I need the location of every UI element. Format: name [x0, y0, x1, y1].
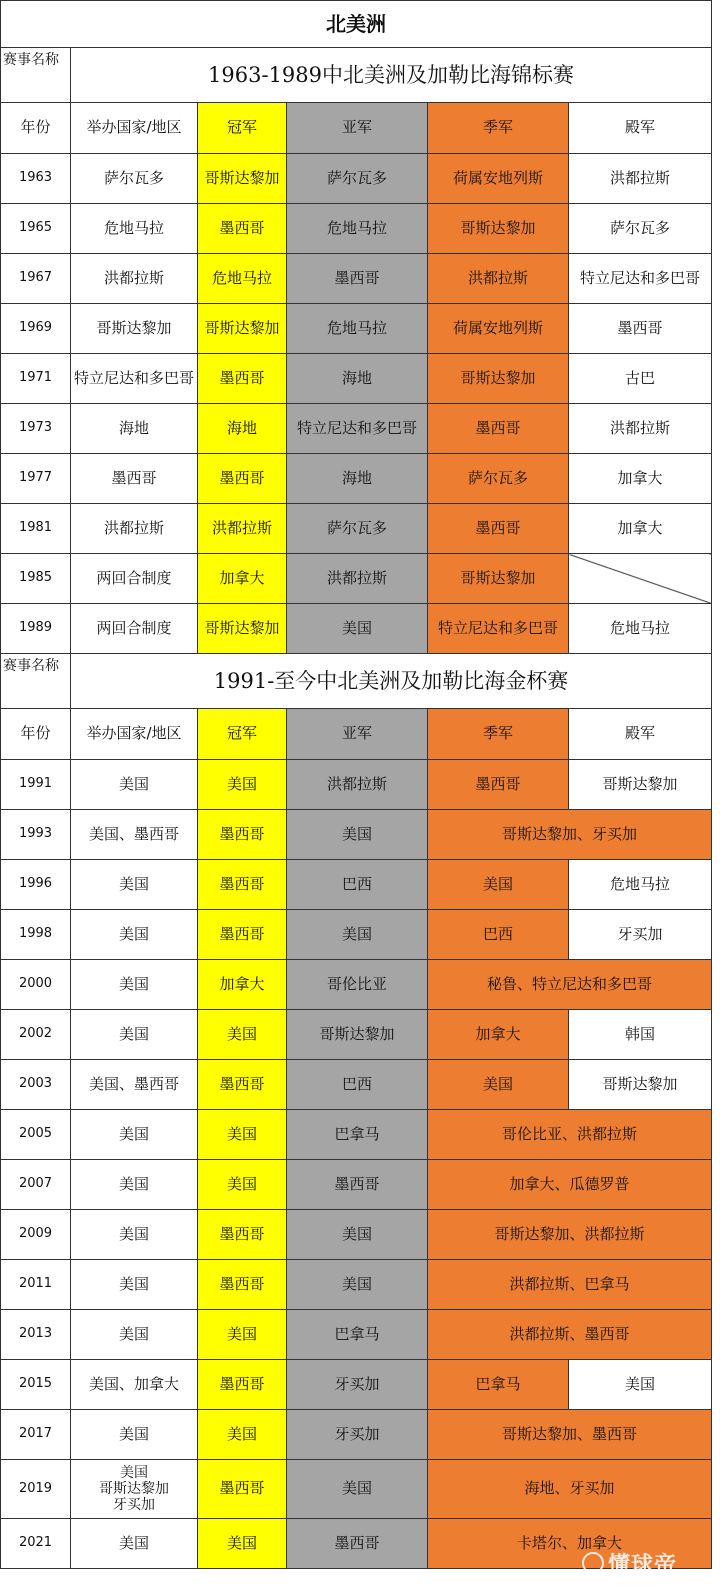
- table-cell: 美国: [287, 910, 428, 960]
- table-cell: 墨西哥: [287, 254, 428, 304]
- table-cell: 巴西: [287, 1060, 428, 1110]
- table-cell: 1973: [1, 404, 71, 454]
- table-cell: 洪都拉斯: [287, 760, 428, 810]
- table-cell: 荷属安地列斯: [428, 304, 569, 354]
- table-cell: 危地马拉: [569, 860, 712, 910]
- table-cell: 1967: [1, 254, 71, 304]
- table-cell: 海地: [198, 404, 287, 454]
- table-cell: 危地马拉: [198, 254, 287, 304]
- table-cell: 1991: [1, 760, 71, 810]
- table-cell: 古巴: [569, 354, 712, 404]
- table-cell: 美国: [287, 604, 428, 654]
- table-row: [1, 860, 712, 910]
- table-cell: 危地马拉: [287, 204, 428, 254]
- header-row: [1, 709, 712, 760]
- table-cell: 2013: [1, 1310, 71, 1360]
- table-cell: 美国: [287, 1460, 428, 1519]
- table-cell: 2005: [1, 1110, 71, 1160]
- table-cell: 1985: [1, 554, 71, 604]
- column-header: 季军: [428, 103, 569, 154]
- table-cell: 牙买加: [569, 910, 712, 960]
- table-cell: 美国: [198, 1410, 287, 1460]
- table-cell: 美国: [71, 760, 198, 810]
- table-cell: 海地: [71, 404, 198, 454]
- table-cell: 加拿大: [428, 1010, 569, 1060]
- watermark-logo: 懂球帝: [582, 1548, 677, 1579]
- table-row: [1, 1010, 712, 1060]
- table-cell: 美国: [71, 1310, 198, 1360]
- table-row: [1, 1210, 712, 1260]
- table-cell: 巴西: [287, 860, 428, 910]
- table-cell: 美国: [71, 960, 198, 1010]
- table-row: [1, 254, 712, 304]
- table-cell: 洪都拉斯: [71, 254, 198, 304]
- table-cell: 美国: [428, 860, 569, 910]
- table-cell: 美国 哥斯达黎加 牙买加: [71, 1460, 198, 1519]
- table-cell: 加拿大: [198, 960, 287, 1010]
- table-row: [1, 154, 712, 204]
- table-cell: 1989: [1, 604, 71, 654]
- table-row: [1, 760, 712, 810]
- table-cell: 洪都拉斯: [428, 254, 569, 304]
- header-row: [1, 103, 712, 154]
- table-cell: 哥斯达黎加: [198, 154, 287, 204]
- section-title: 1963-1989中北美洲及加勒比海锦标赛: [71, 48, 712, 103]
- table-cell: 美国: [71, 1519, 198, 1569]
- table-cell: 美国、墨西哥: [71, 810, 198, 860]
- table-cell: 美国、加拿大: [71, 1360, 198, 1410]
- table-cell: 墨西哥: [428, 760, 569, 810]
- table-cell: 哥斯达黎加: [428, 354, 569, 404]
- table-cell: 哥斯达黎加: [569, 1060, 712, 1110]
- table-cell: 2007: [1, 1160, 71, 1210]
- table-row: [1, 1310, 712, 1360]
- table-cell: 卡塔尔、加拿大: [428, 1519, 712, 1569]
- table-cell: 哥伦比亚: [287, 960, 428, 1010]
- table-cell: 哥斯达黎加: [428, 204, 569, 254]
- table-row: [1, 1110, 712, 1160]
- table-cell: 加拿大、瓜德罗普: [428, 1160, 712, 1210]
- column-header: 亚军: [287, 103, 428, 154]
- table-row: [1, 1460, 712, 1519]
- table-cell: 牙买加: [287, 1410, 428, 1460]
- table-cell: 美国: [287, 1210, 428, 1260]
- table-cell: 萨尔瓦多: [428, 454, 569, 504]
- table-row: [1, 1410, 712, 1460]
- table-cell: 特立尼达和多巴哥: [569, 254, 712, 304]
- table-row: [1, 404, 712, 454]
- table-cell: 萨尔瓦多: [287, 504, 428, 554]
- table-cell: 海地: [287, 454, 428, 504]
- table-cell: 美国: [198, 760, 287, 810]
- table-cell: 哥斯达黎加: [569, 760, 712, 810]
- table-cell: 秘鲁、特立尼达和多巴哥: [428, 960, 712, 1010]
- table-cell: 美国: [198, 1160, 287, 1210]
- column-header: 举办国家/地区: [71, 103, 198, 154]
- table-cell: 墨西哥: [287, 1160, 428, 1210]
- column-header: 年份: [1, 709, 71, 760]
- table-cell: 哥斯达黎加: [71, 304, 198, 354]
- table-cell: 哥斯达黎加: [198, 604, 287, 654]
- section-label: 赛事名称: [1, 48, 71, 103]
- table-cell: 墨西哥: [198, 1060, 287, 1110]
- table-cell: 墨西哥: [71, 454, 198, 504]
- table-cell: 韩国: [569, 1010, 712, 1060]
- table-cell: 加拿大: [569, 454, 712, 504]
- table-cell: 萨尔瓦多: [569, 204, 712, 254]
- section-title-row: [1, 48, 712, 103]
- table-cell: 1981: [1, 504, 71, 554]
- table-row: [1, 1260, 712, 1310]
- table-row: [1, 454, 712, 504]
- table-cell: 洪都拉斯: [71, 504, 198, 554]
- table-cell: 巴拿马: [428, 1360, 569, 1410]
- table-row: [1, 604, 712, 654]
- column-header: 季军: [428, 709, 569, 760]
- table-cell: 海地: [287, 354, 428, 404]
- table-cell: 美国: [71, 1160, 198, 1210]
- table-row: [1, 204, 712, 254]
- table-cell: 哥斯达黎加: [428, 554, 569, 604]
- table-cell: 美国: [198, 1310, 287, 1360]
- table-cell: 2015: [1, 1360, 71, 1410]
- table-row: [1, 960, 712, 1010]
- table-cell: 哥斯达黎加、牙买加: [428, 810, 712, 860]
- table-cell: 墨西哥: [428, 404, 569, 454]
- table-cell: 墨西哥: [198, 354, 287, 404]
- logo-icon: [582, 1552, 604, 1574]
- table-cell: 萨尔瓦多: [287, 154, 428, 204]
- table-cell: 美国: [71, 1110, 198, 1160]
- table-cell: 巴拿马: [287, 1110, 428, 1160]
- table-cell: 美国: [71, 1260, 198, 1310]
- table-cell: 墨西哥: [198, 910, 287, 960]
- column-header: 冠军: [198, 103, 287, 154]
- column-header: 亚军: [287, 709, 428, 760]
- section-label: 赛事名称: [1, 654, 71, 709]
- table-cell: 洪都拉斯: [569, 154, 712, 204]
- table-row: [1, 1160, 712, 1210]
- column-header: 冠军: [198, 709, 287, 760]
- table-cell: 美国: [569, 1360, 712, 1410]
- table-cell: 2002: [1, 1010, 71, 1060]
- table-cell: 美国: [428, 1060, 569, 1110]
- table-cell: [569, 554, 712, 604]
- table-cell: 墨西哥: [198, 454, 287, 504]
- table-cell: 1965: [1, 204, 71, 254]
- table-cell: 海地、牙买加: [428, 1460, 712, 1519]
- column-header: 举办国家/地区: [71, 709, 198, 760]
- table-cell: 墨西哥: [198, 204, 287, 254]
- table-cell: 危地马拉: [569, 604, 712, 654]
- title-row: [1, 1, 712, 48]
- table-cell: 美国: [71, 1010, 198, 1060]
- table-cell: 墨西哥: [198, 1460, 287, 1519]
- section-title-row: [1, 654, 712, 709]
- table-cell: 2017: [1, 1410, 71, 1460]
- table-cell: 2009: [1, 1210, 71, 1260]
- table-cell: 洪都拉斯: [569, 404, 712, 454]
- table-cell: 哥斯达黎加、洪都拉斯: [428, 1210, 712, 1260]
- table-cell: 墨西哥: [569, 304, 712, 354]
- table-cell: 墨西哥: [287, 1519, 428, 1569]
- table-cell: 荷属安地列斯: [428, 154, 569, 204]
- table-cell: 美国: [198, 1110, 287, 1160]
- table-cell: 2000: [1, 960, 71, 1010]
- table-cell: 美国: [71, 1210, 198, 1260]
- table-row: [1, 504, 712, 554]
- table-cell: 洪都拉斯、巴拿马: [428, 1260, 712, 1310]
- column-header: 殿军: [569, 103, 712, 154]
- table-cell: 加拿大: [198, 554, 287, 604]
- table-cell: 墨西哥: [428, 504, 569, 554]
- table-cell: 洪都拉斯: [198, 504, 287, 554]
- table-cell: 加拿大: [569, 504, 712, 554]
- table-cell: 两回合制度: [71, 604, 198, 654]
- table-row: [1, 910, 712, 960]
- table-row: [1, 554, 712, 604]
- table-row: [1, 354, 712, 404]
- table-cell: 牙买加: [287, 1360, 428, 1410]
- table-cell: 哥斯达黎加、墨西哥: [428, 1410, 712, 1460]
- table-cell: 巴西: [428, 910, 569, 960]
- table-cell: 墨西哥: [198, 810, 287, 860]
- table-cell: 巴拿马: [287, 1310, 428, 1360]
- table-cell: 美国: [287, 1260, 428, 1310]
- table-row: [1, 810, 712, 860]
- column-header: 殿军: [569, 709, 712, 760]
- table-cell: 美国: [198, 1519, 287, 1569]
- page-title: 北美洲: [1, 1, 712, 48]
- table-cell: 墨西哥: [198, 1210, 287, 1260]
- table-cell: 美国、墨西哥: [71, 1060, 198, 1110]
- table-cell: 墨西哥: [198, 1260, 287, 1310]
- table-cell: 特立尼达和多巴哥: [428, 604, 569, 654]
- table-cell: 哥斯达黎加: [198, 304, 287, 354]
- table-cell: 特立尼达和多巴哥: [287, 404, 428, 454]
- table-row: [1, 1360, 712, 1410]
- section-title: 1991-至今中北美洲及加勒比海金杯赛: [71, 654, 712, 709]
- table-cell: 墨西哥: [198, 860, 287, 910]
- table-cell: 特立尼达和多巴哥: [71, 354, 198, 404]
- table-cell: 1977: [1, 454, 71, 504]
- table-cell: 1996: [1, 860, 71, 910]
- table-cell: 1998: [1, 910, 71, 960]
- table-cell: 1963: [1, 154, 71, 204]
- table-cell: 1971: [1, 354, 71, 404]
- table-cell: 两回合制度: [71, 554, 198, 604]
- table-cell: 2021: [1, 1519, 71, 1569]
- table-cell: 2019: [1, 1460, 71, 1519]
- table-cell: 哥伦比亚、洪都拉斯: [428, 1110, 712, 1160]
- table-cell: 美国: [198, 1010, 287, 1060]
- table-cell: 2011: [1, 1260, 71, 1310]
- table-cell: 美国: [71, 1410, 198, 1460]
- table-cell: 萨尔瓦多: [71, 154, 198, 204]
- table-row: [1, 304, 712, 354]
- table-cell: 美国: [71, 910, 198, 960]
- table-cell: 1969: [1, 304, 71, 354]
- column-header: 年份: [1, 103, 71, 154]
- table-cell: 洪都拉斯: [287, 554, 428, 604]
- table-cell: 墨西哥: [198, 1360, 287, 1410]
- table-cell: 危地马拉: [287, 304, 428, 354]
- table-cell: 危地马拉: [71, 204, 198, 254]
- table-cell: 美国: [287, 810, 428, 860]
- table-cell: 洪都拉斯、墨西哥: [428, 1310, 712, 1360]
- table-cell: 哥斯达黎加: [287, 1010, 428, 1060]
- table-cell: 美国: [71, 860, 198, 910]
- table-row: [1, 1060, 712, 1110]
- table-cell: 2003: [1, 1060, 71, 1110]
- table-cell: 1993: [1, 810, 71, 860]
